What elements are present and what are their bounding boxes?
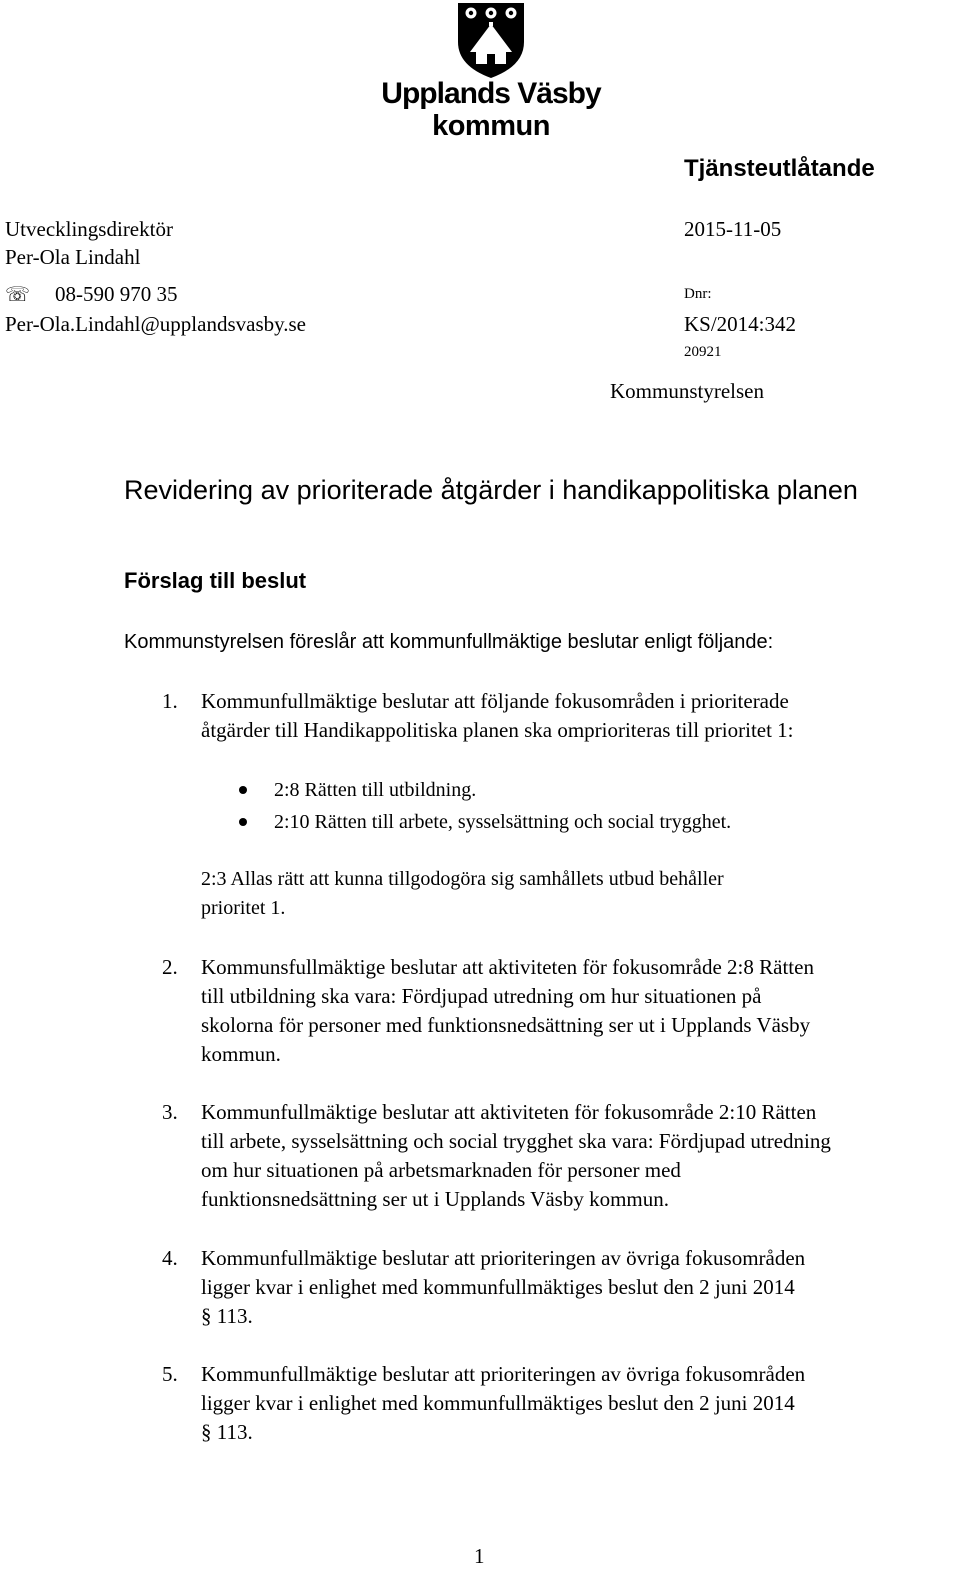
sender-phone xyxy=(5,280,178,309)
telephone-icon: ☏ xyxy=(5,284,31,306)
dnr-subnumber: 20921 xyxy=(684,344,722,360)
item-line: Kommunfullmäktige beslutar att aktiviteten för fokusområde 2:10 Rätten xyxy=(201,1100,817,1124)
item-line: Kommunfullmäktige beslutar att prioriteringen av övriga fokusområden xyxy=(201,1362,806,1386)
item-number: 4. xyxy=(162,1246,178,1270)
item-line: 2:3 Allas rätt att kunna tillgodogöra sig samhållets utbud behåller xyxy=(201,868,724,890)
item-line: § 113. xyxy=(201,1420,253,1444)
recipient: Kommunstyrelsen xyxy=(610,379,764,403)
item-number: 1. xyxy=(162,689,178,713)
bullet-item: 2:8 Rätten till utbildning. xyxy=(274,779,477,801)
item-line: Kommunfullmäktige beslutar att följande fokusområden i prioriterade xyxy=(201,689,789,713)
bullet-dot xyxy=(239,786,247,794)
item-number: 3. xyxy=(162,1100,178,1124)
logo-wordmark-line2: kommun xyxy=(432,110,550,142)
document-type: Tjänsteutlåtande xyxy=(684,155,875,182)
item-line: kommun. xyxy=(201,1042,281,1066)
intro-text: Kommunstyrelsen föreslår att kommunfullmäktige beslutar enligt följande: xyxy=(124,631,774,653)
item-line: till arbete, sysselsättning och social trygghet ska vara: Fördjupad utredning xyxy=(201,1129,831,1153)
document-date: 2015-11-05 xyxy=(684,217,782,241)
section-heading: Förslag till beslut xyxy=(124,568,307,593)
item-line: till utbildning ska vara: Fördjupad utredning om hur situationen på xyxy=(201,984,762,1008)
sender-title: Utvecklingsdirektör xyxy=(5,217,173,241)
item-line: Kommunsfullmäktige beslutar att aktiviteten för fokusområde 2:8 Rätten xyxy=(201,955,814,979)
item-number: 2. xyxy=(162,955,178,979)
item-line: ligger kvar i enlighet med kommunfullmäktiges beslut den 2 juni 2014 xyxy=(201,1275,795,1299)
item-line: skolorna för personer med funktionsnedsättning ser ut i Upplands Väsby xyxy=(201,1013,811,1037)
item-line: § 113. xyxy=(201,1304,253,1328)
bullet-item: 2:10 Rätten till arbete, sysselsättning och social trygghet. xyxy=(274,811,732,833)
coat-of-arms-shield xyxy=(378,0,604,80)
bullet-dot xyxy=(239,818,247,826)
document-title: Revidering av prioriterade åtgärder i handikappolitiska planen xyxy=(124,475,858,505)
dnr-label: Dnr: xyxy=(684,286,712,302)
item-line: prioritet 1. xyxy=(201,897,286,919)
item-number: 5. xyxy=(162,1362,178,1386)
phone-number: 08-590 970 35 xyxy=(55,282,178,306)
item-line: åtgärder till Handikappolitiska planen ska omprioriteras till prioritet 1: xyxy=(201,718,794,742)
sender-name: Per-Ola Lindahl xyxy=(5,245,141,269)
page-number: 1 xyxy=(474,1544,485,1568)
municipality-logo xyxy=(378,0,604,150)
item-line: funktionsnedsättning ser ut i Upplands Väsby kommun. xyxy=(201,1187,669,1211)
dnr-value: KS/2014:342 xyxy=(684,312,797,336)
item-line: Kommunfullmäktige beslutar att prioriteringen av övriga fokusområden xyxy=(201,1246,806,1270)
item-line: om hur situationen på arbetsmarknaden för personer med xyxy=(201,1158,681,1182)
logo-wordmark-line1: Upplands Väsby xyxy=(381,77,601,110)
sender-email: Per-Ola.Lindahl@upplandsvasby.se xyxy=(5,312,306,336)
item-line: ligger kvar i enlighet med kommunfullmäktiges beslut den 2 juni 2014 xyxy=(201,1391,795,1415)
